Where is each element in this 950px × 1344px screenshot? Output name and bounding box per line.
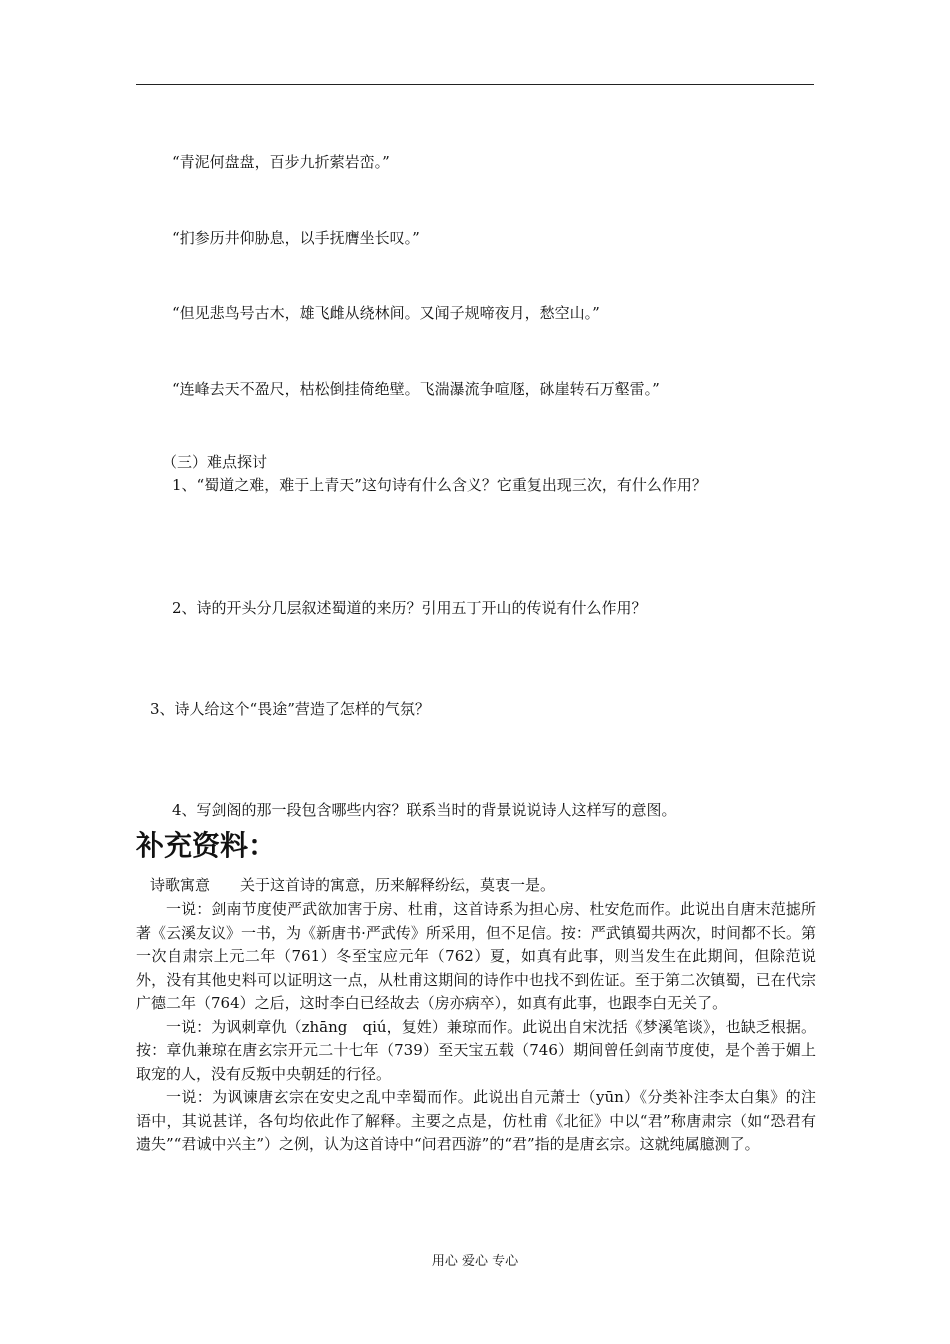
section-title: （三）难点探讨 — [162, 453, 268, 471]
quote-line-3: “但见悲鸟号古木，雄飞雌从绕林间。又闻子规啼夜月，愁空山。” — [172, 304, 600, 322]
supplement-body — [136, 898, 816, 1157]
quote-line-4: “连峰去天不盈尺，枯松倒挂倚绝壁。飞湍瀑流争喧豗，砯崖转石万壑雷。” — [172, 380, 660, 398]
quote-line-1: “青泥何盘盘，百步九折萦岩峦。” — [172, 153, 390, 171]
page-footer: 用心 爱心 专心 — [431, 1254, 519, 1269]
question-2: 2、诗的开头分几层叙述蜀道的来历？引用五丁开山的传说有什么作用？ — [172, 599, 647, 617]
quote-line-2: “扪参历井仰胁息，以手抚膺坐长叹。” — [172, 229, 420, 247]
intro-line: 诗歌寓意 关于这首诗的寓意，历来解释纷纭，莫衷一是。 — [150, 876, 556, 894]
question-3: 3、诗人给这个“畏途”营造了怎样的气氛？ — [150, 700, 430, 718]
question-4: 4、写剑阁的那一段包含哪些内容？联系当时的背景说说诗人这样写的意图。 — [172, 801, 677, 819]
header-rule — [136, 84, 814, 85]
paragraph-3: 一说：为讽谏唐玄宗在安史之乱中幸蜀而作。此说出自元萧士（yūn）《分类补注李太白集》的注语中，其说甚详，各句均依此作了解释。主要之点是，仿杜甫《北征》中以“君”称唐肃宗（如“恐君有遗失”“君诚中兴主”）之例，认为这首诗中“问君西游”的“君”指的是唐玄宗。这就纯属臆测了。 — [136, 1088, 816, 1153]
question-1: 1、“蜀道之难，难于上青天”这句诗有什么含义？它重复出现三次，有什么作用？ — [172, 476, 707, 494]
paragraph-2: 一说：为讽刺章仇（zhāng qiú，复姓）兼琼而作。此说出自宋沈括《梦溪笔谈》，也缺乏根据。按：章仇兼琼在唐玄宗开元二十七年（739）至天宝五载（746）期间曾任剑南节度使，是个善于媚上取宠的人，没有反叛中央朝廷的行径。 — [136, 1017, 816, 1083]
supplement-heading: 补充资料： — [136, 829, 277, 862]
paragraph-1: 一说：剑南节度使严武欲加害于房、杜甫，这首诗系为担心房、杜安危而作。此说出自唐末范摅所著《云溪友议》一书，为《新唐书·严武传》所采用，但不足信。按：严武镇蜀共两次，时间都不长。第一次自肃宗上元二年（761）冬至宝应元年（762）夏，如真有此事，则当发生在此期间，但除范说外，没有其他史料可以证明这一点，从杜甫这期间的诗作中也找不到佐证。至于第二次镇蜀，已在代宗广德二年（764）之后，这时李白已经故去（房亦病卒），如真有此事，也跟李白无关了。 — [136, 900, 816, 1012]
